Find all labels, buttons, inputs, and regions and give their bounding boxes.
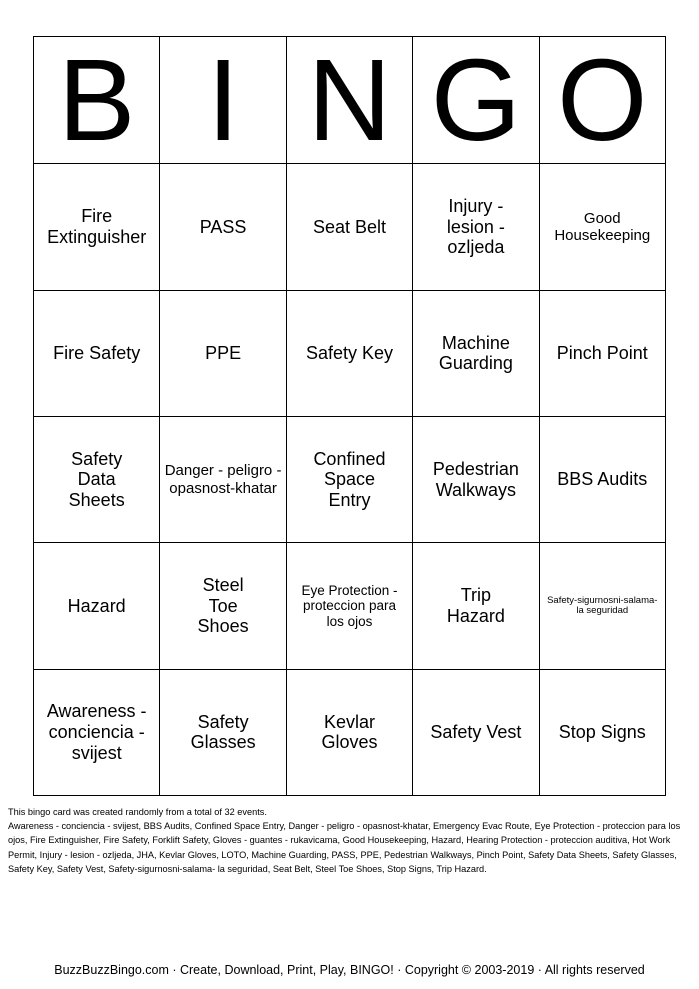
bingo-cell-text: Eye Protection - proteccion para los ojos	[301, 582, 398, 629]
bingo-cell: Machine Guarding	[413, 290, 539, 416]
bingo-cell	[539, 416, 665, 542]
bingo-cell: Seat Belt	[286, 164, 412, 290]
bingo-card	[33, 36, 666, 796]
header-letter-i: I	[160, 37, 286, 164]
bingo-cell	[286, 290, 412, 416]
copyright-footer: BuzzBuzzBingo.com · Create, Download, Print, Play, BINGO! · Copyright © 2003-2019 · All rights reserved	[54, 963, 645, 977]
bingo-cell-text: BBS Audits	[557, 469, 648, 490]
bingo-cell-text: Steel Toe Shoes	[197, 574, 249, 637]
bingo-cell	[160, 416, 286, 542]
bingo-cell-text: Safety Key	[305, 342, 393, 363]
bingo-cell	[160, 543, 286, 669]
bingo-cell-text: Injury - lesion - ozljeda	[446, 195, 505, 258]
bingo-cell: PPE	[160, 290, 286, 416]
event-list-note	[8, 805, 691, 876]
bingo-cell	[34, 290, 160, 416]
bingo-cell: PASS	[160, 164, 286, 290]
bingo-cell	[34, 416, 160, 542]
bingo-cell: Safety-sigurnosni-salama- la seguridad	[539, 543, 665, 669]
bingo-row	[34, 164, 666, 290]
bingo-cell-text: Safety Data Sheets	[68, 448, 125, 510]
note-intro: This bingo card was created randomly from a total of 32 events.	[8, 807, 267, 817]
bingo-cell-text: Danger - peligro - opasnost-khatar	[164, 462, 282, 497]
bingo-cell-text: Fire Safety	[53, 342, 141, 363]
bingo-row	[34, 543, 666, 669]
bingo-cell	[413, 543, 539, 669]
header-row	[34, 37, 666, 164]
header-letter-b: B	[34, 37, 160, 164]
bingo-cell-text: Stop Signs	[558, 721, 646, 742]
bingo-cell	[286, 543, 412, 669]
bingo-cell-text: Confined Space Entry	[313, 448, 386, 510]
bingo-cell-text: Pinch Point	[556, 342, 648, 363]
bingo-cell-text: Kevlar Gloves	[321, 711, 378, 753]
bingo-cell	[413, 669, 539, 795]
bingo-cell: Hazard	[34, 543, 160, 669]
bingo-cell	[286, 416, 412, 542]
bingo-cell: Good Housekeeping	[539, 164, 665, 290]
bingo-cell: Awareness - conciencia - svijest	[34, 669, 160, 795]
bingo-cell	[413, 164, 539, 290]
bingo-cell	[286, 669, 412, 795]
bingo-cell-text: Safety Vest	[430, 721, 522, 742]
bingo-cell: Pedestrian Walkways	[413, 416, 539, 542]
bingo-cell	[539, 669, 665, 795]
bingo-cell	[539, 290, 665, 416]
bingo-cell	[160, 669, 286, 795]
bingo-row	[34, 416, 666, 542]
bingo-cell-text: Trip Hazard	[446, 585, 505, 626]
header-letter-o: O	[539, 37, 665, 164]
bingo-cell-text: Safety Glasses	[190, 711, 256, 753]
bingo-row	[34, 290, 666, 416]
bingo-grid	[33, 36, 666, 796]
bingo-row	[34, 669, 666, 795]
bingo-cell: Fire Extinguisher	[34, 164, 160, 290]
note-events: Awareness - conciencia - svijest, BBS Audits, Confined Space Entry, Danger - peligro - opasnost-khatar, Emergency Evac Route, Eye Protection - proteccion para los ojos, Fire Extinguisher, Fire Safety, Forklift Safety, Gloves - guantes - rukavicama, Good Housekeeping, Hazard, Hearing Protection - proteccion auditiva, Hot Work Permit, Injury - lesion - ozljeda, JHA, Kevlar Gloves, LOTO, Machine Guarding, PASS, PPE, Pedestrian Walkways, Pinch Point, Safety Data Sheets, Safety Glasses, Safety Key, Safety Vest, Safety-sigurnosni-salama- la seguridad, Seat Belt, Steel Toe Shoes, Stop Signs, Trip Hazard.	[8, 821, 681, 874]
header-letter-g: G	[413, 37, 539, 164]
header-letter-n: N	[286, 37, 412, 164]
